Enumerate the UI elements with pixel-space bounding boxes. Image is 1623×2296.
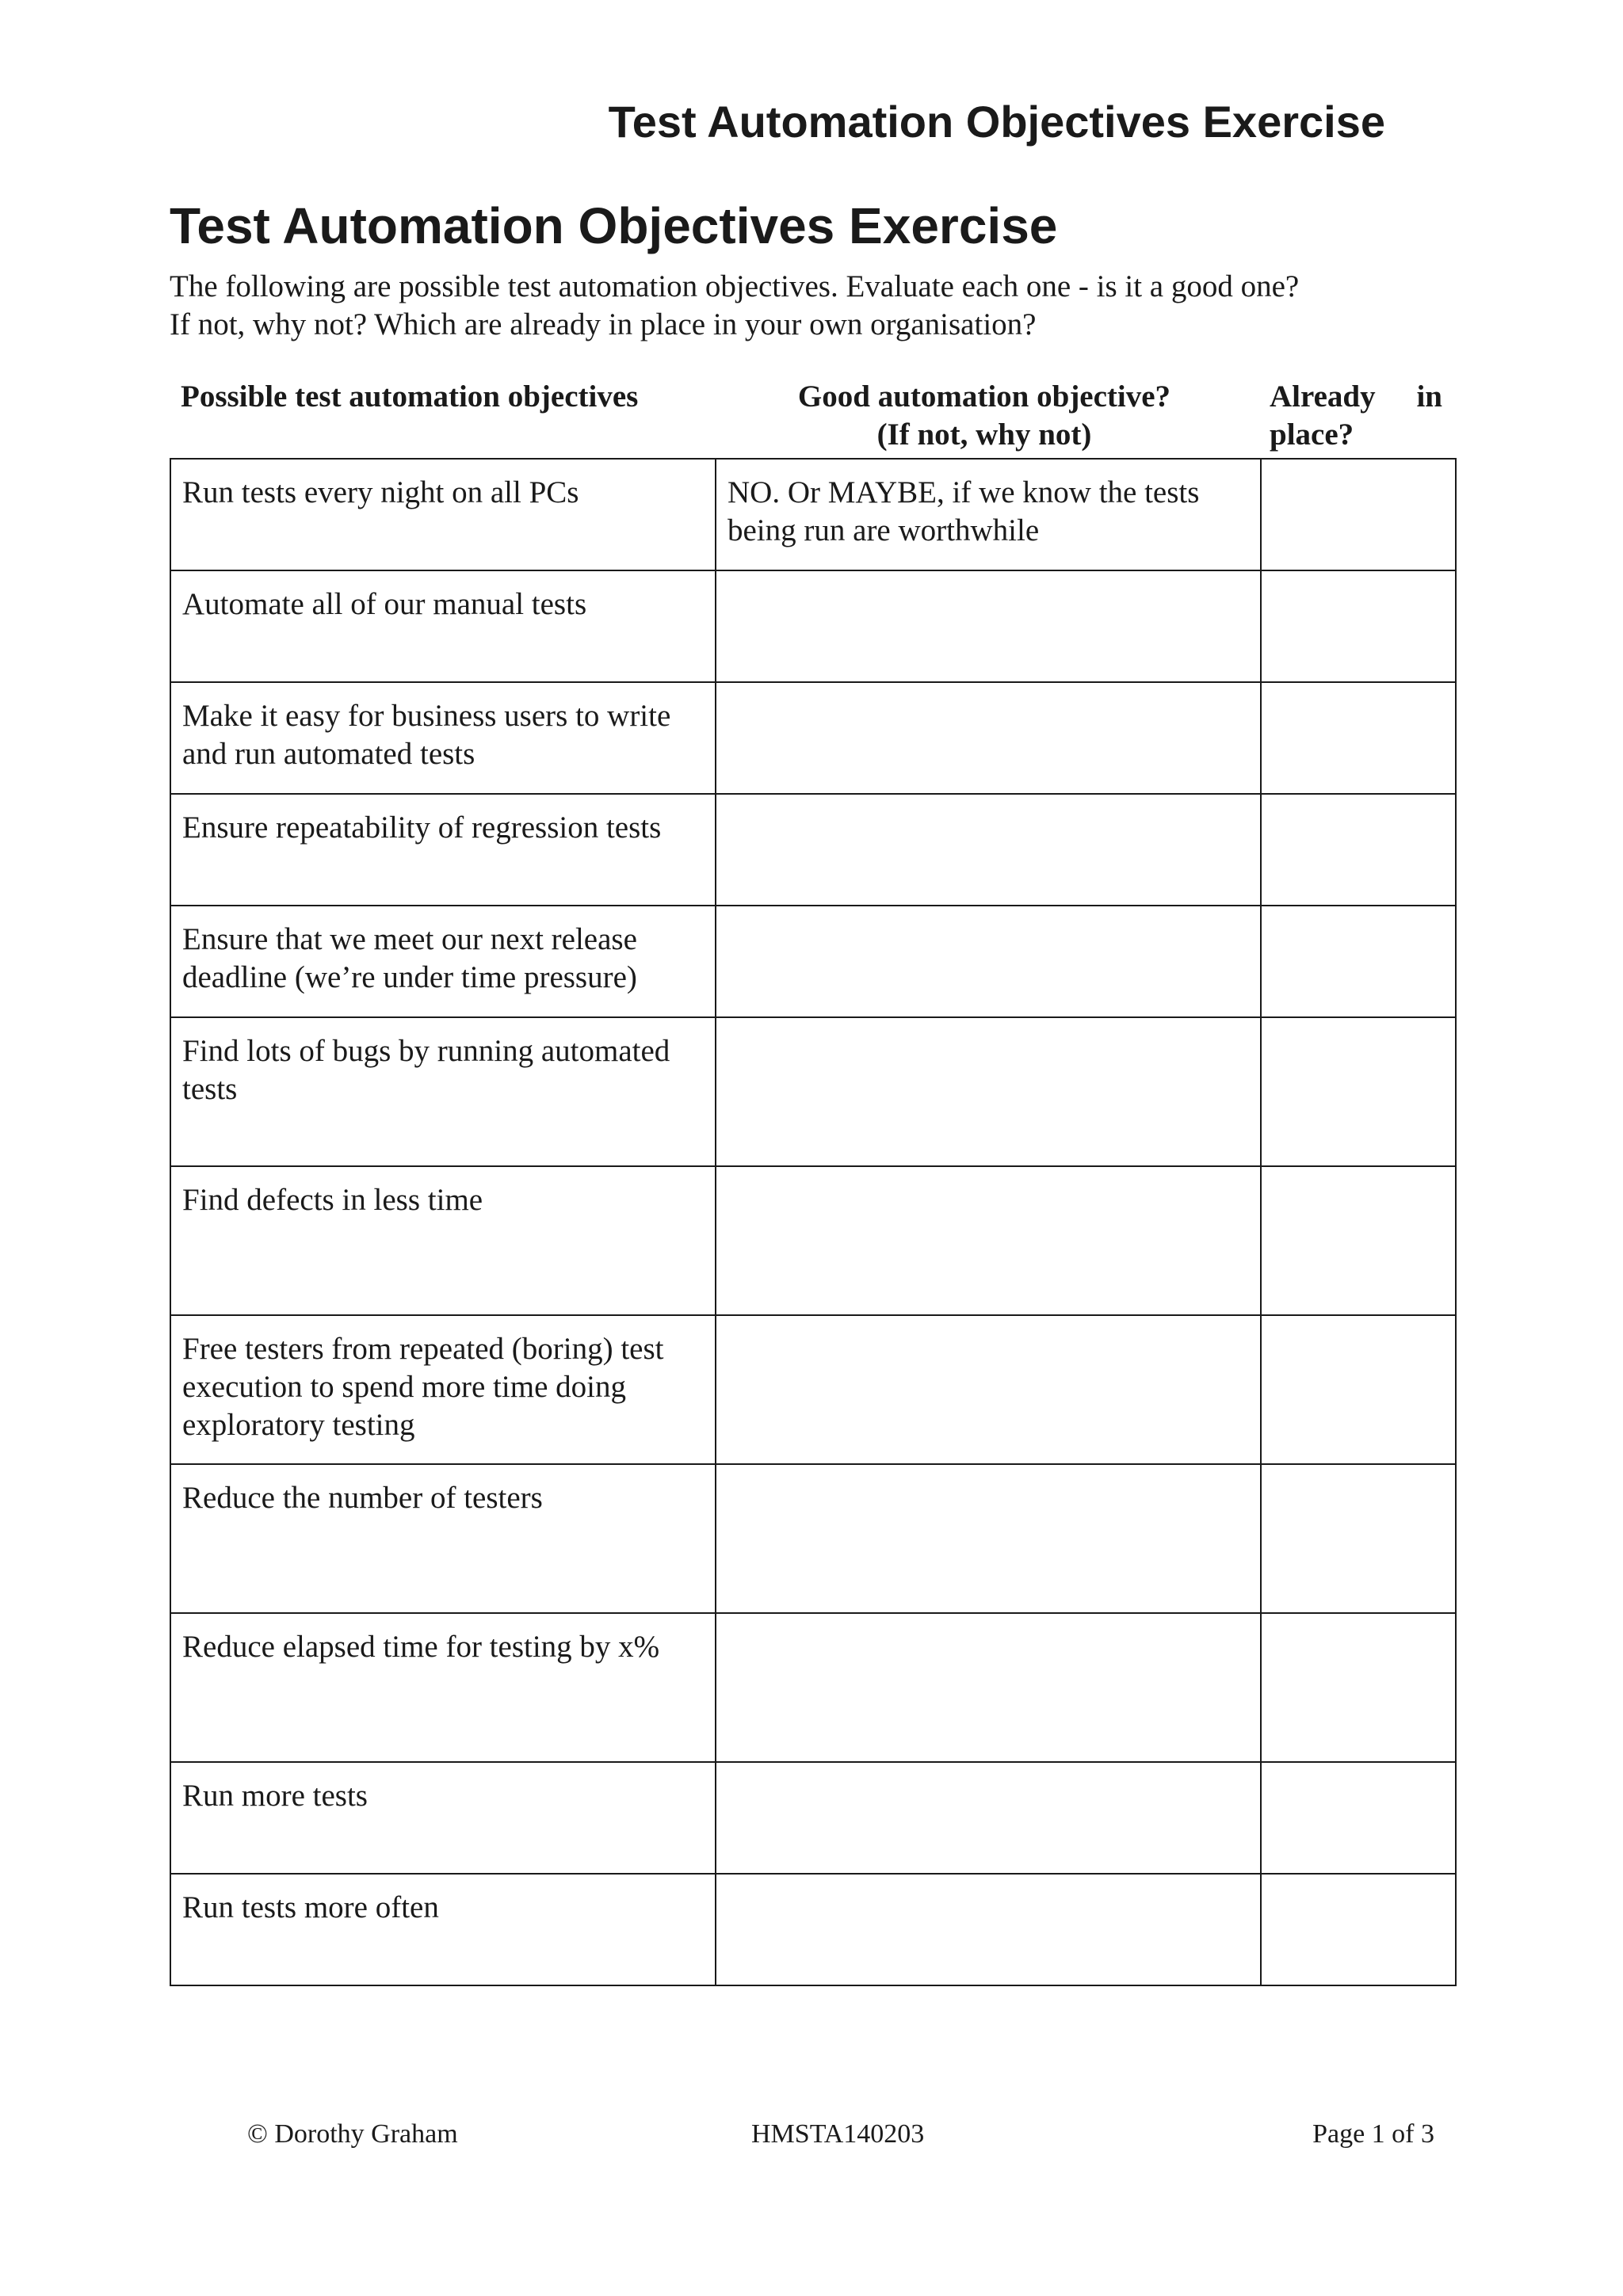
running-header-title: Test Automation Objectives Exercise — [608, 97, 1385, 147]
in-place-cell[interactable] — [1261, 1315, 1456, 1464]
table-row — [170, 682, 1456, 794]
column-header-already-in-place — [1270, 378, 1442, 454]
evaluation-cell[interactable] — [716, 1166, 1261, 1315]
in-place-cell[interactable] — [1261, 1464, 1456, 1613]
evaluation-cell[interactable] — [716, 570, 1261, 682]
footer-copyright: © Dorothy Graham — [247, 2119, 458, 2149]
objective-cell: Run more tests — [170, 1762, 716, 1874]
evaluation-cell[interactable] — [716, 1464, 1261, 1613]
in-place-cell[interactable] — [1261, 570, 1456, 682]
objective-cell: Free testers from repeated (boring) test execution to spend more time doing exploratory testing — [170, 1315, 716, 1464]
in-place-cell[interactable] — [1261, 906, 1456, 1017]
table-row — [170, 1017, 1456, 1166]
evaluation-cell[interactable] — [716, 1315, 1261, 1464]
in-place-cell[interactable] — [1261, 1613, 1456, 1762]
objective-cell: Run tests more often — [170, 1874, 716, 1985]
in-place-cell[interactable] — [1261, 1762, 1456, 1874]
table-row — [170, 1315, 1456, 1464]
in-place-cell[interactable] — [1261, 1017, 1456, 1166]
in-place-cell[interactable] — [1261, 459, 1456, 570]
table-row — [170, 459, 1456, 570]
in-place-cell[interactable] — [1261, 1166, 1456, 1315]
table-row — [170, 1166, 1456, 1315]
evaluation-cell[interactable] — [716, 1017, 1261, 1166]
in-place-cell[interactable] — [1261, 1874, 1456, 1985]
objective-cell: Reduce the number of testers — [170, 1464, 716, 1613]
column-header-objectives: Possible test automation objectives — [181, 379, 639, 414]
intro-line-1: The following are possible test automation objectives. Evaluate each one - is it a good one? — [170, 269, 1300, 303]
in-place-cell[interactable] — [1261, 794, 1456, 906]
document-title: Test Automation Objectives Exercise — [170, 197, 1058, 254]
objective-cell: Automate all of our manual tests — [170, 570, 716, 682]
intro-paragraph — [170, 268, 1438, 344]
objective-cell: Ensure that we meet our next release deadline (we’re under time pressure) — [170, 906, 716, 1017]
evaluation-cell[interactable] — [716, 906, 1261, 1017]
column-header-good-objective — [716, 378, 1252, 454]
table-row — [170, 794, 1456, 906]
column-header-good-line-1: Good automation objective? — [797, 379, 1171, 414]
evaluation-cell[interactable] — [716, 1613, 1261, 1762]
objective-cell: Reduce elapsed time for testing by x% — [170, 1613, 716, 1762]
evaluation-cell[interactable] — [716, 1874, 1261, 1985]
evaluation-cell[interactable] — [716, 794, 1261, 906]
objective-cell: Find defects in less time — [170, 1166, 716, 1315]
footer-document-id: HMSTA140203 — [751, 2119, 925, 2149]
table-row — [170, 1874, 1456, 1985]
column-header-good-line-2: (If not, why not) — [876, 418, 1092, 452]
evaluation-cell[interactable]: NO. Or MAYBE, if we know the tests being run are worthwhile — [716, 459, 1261, 570]
objectives-table — [170, 458, 1457, 1986]
table-row — [170, 1762, 1456, 1874]
objective-cell: Find lots of bugs by running automated tests — [170, 1017, 716, 1166]
column-header-already-word: Already — [1270, 379, 1376, 414]
in-place-cell[interactable] — [1261, 682, 1456, 794]
table-row — [170, 1613, 1456, 1762]
footer-page-number: Page 1 of 3 — [1312, 2119, 1434, 2149]
objective-cell: Make it easy for business users to write and run automated tests — [170, 682, 716, 794]
objective-cell: Run tests every night on all PCs — [170, 459, 716, 570]
intro-line-2: If not, why not? Which are already in place in your own organisation? — [170, 307, 1037, 341]
table-row — [170, 570, 1456, 682]
evaluation-cell[interactable] — [716, 1762, 1261, 1874]
evaluation-cell[interactable] — [716, 682, 1261, 794]
column-header-place-word: place? — [1270, 418, 1354, 452]
table-row — [170, 1464, 1456, 1613]
objective-cell: Ensure repeatability of regression tests — [170, 794, 716, 906]
table-row — [170, 906, 1456, 1017]
column-header-in-word: in — [1416, 379, 1442, 414]
